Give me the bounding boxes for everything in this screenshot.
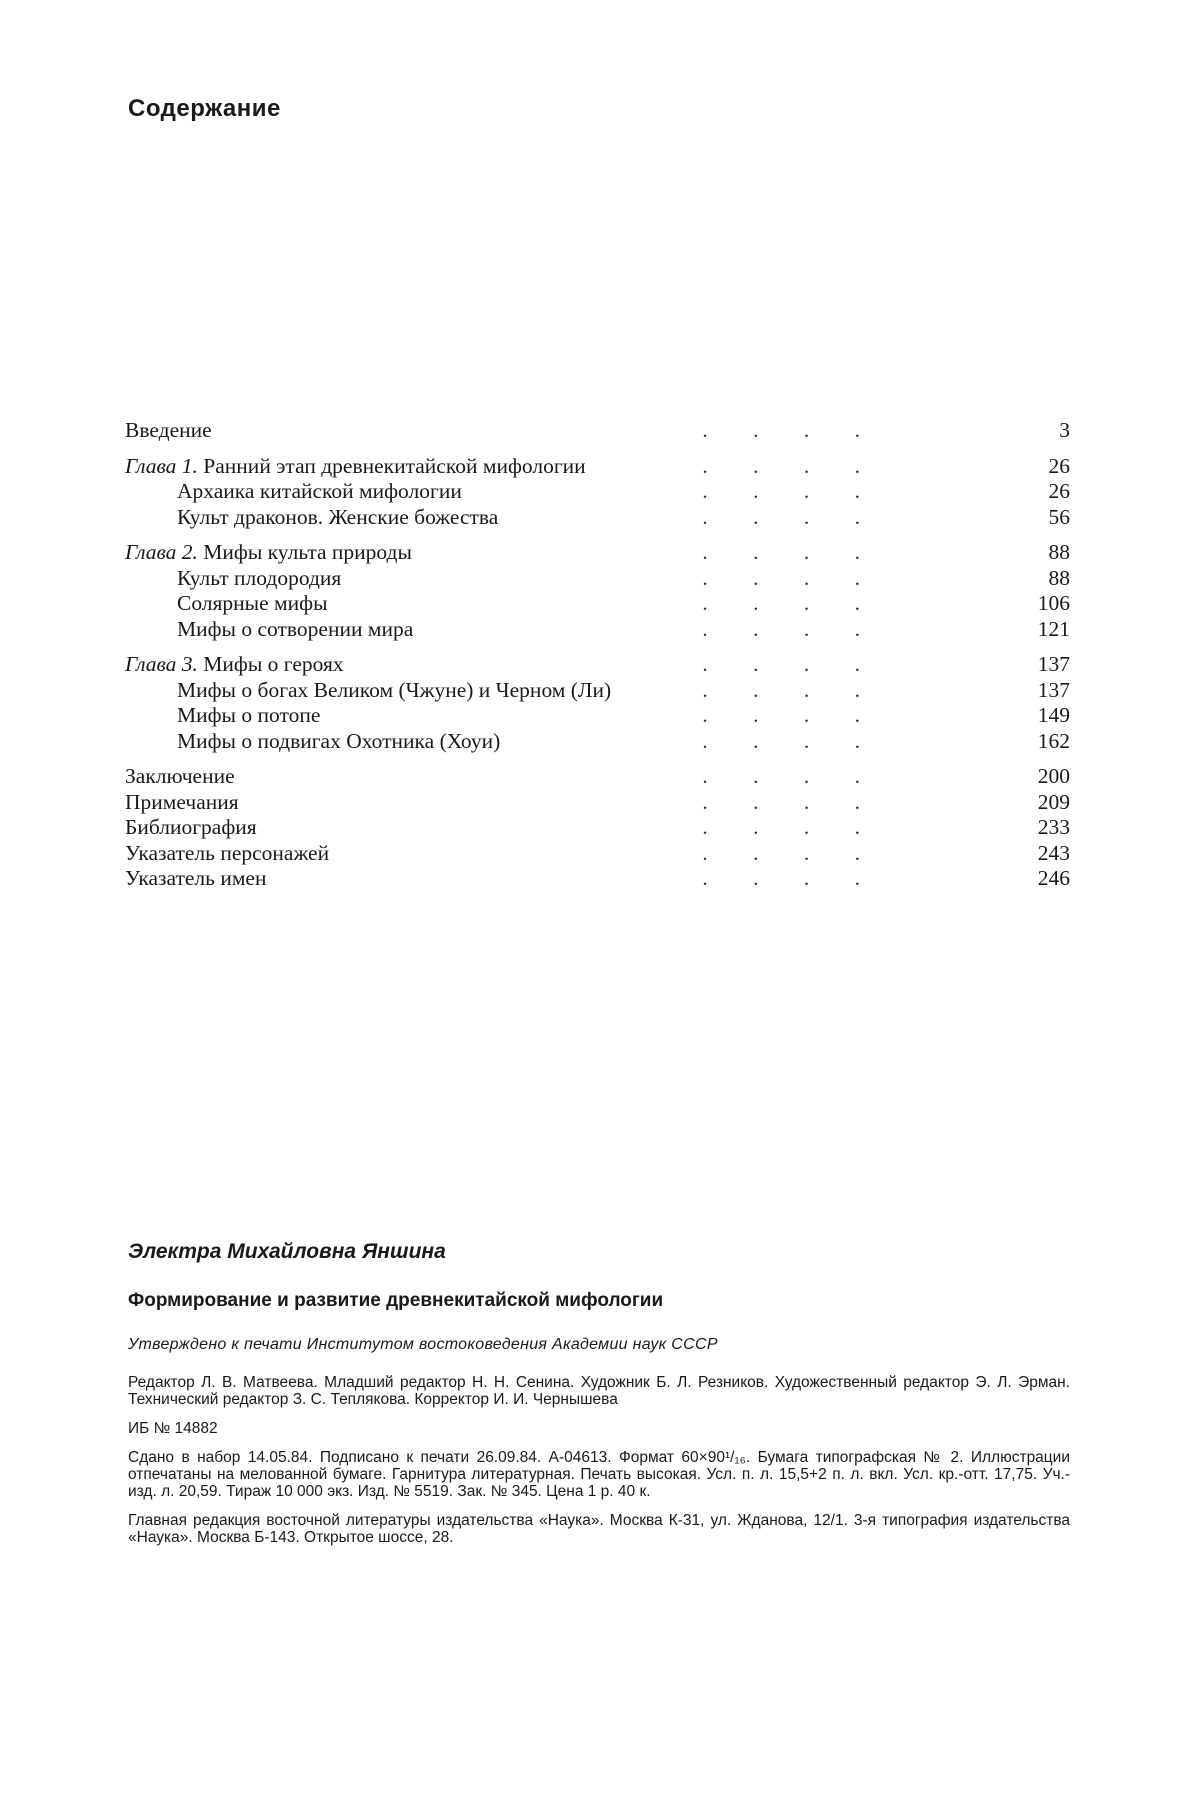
toc-page-number: 162 (1037, 728, 1070, 753)
leader-dots: . . . . (702, 703, 880, 727)
chapter-prefix: Глава 2. (125, 540, 198, 564)
toc-entry (125, 866, 1070, 892)
toc-entry (125, 418, 1070, 444)
toc-subentry (125, 678, 1070, 704)
chapter-prefix: Глава 3. (125, 652, 198, 676)
toc-entry (125, 764, 1070, 790)
leader-dots: . . . . (702, 504, 880, 529)
leader-dots: . . . . (702, 789, 880, 814)
toc-entry-text: Библиография (125, 815, 257, 839)
leader-dots: . . . . (702, 677, 880, 702)
toc-subentry (125, 617, 1070, 643)
toc-entry-label (125, 790, 239, 816)
toc-page-number: 137 (1037, 652, 1070, 676)
toc-entry-label (125, 617, 413, 643)
toc-page-number: 56 (1048, 504, 1070, 529)
leader-dots: . . . . (702, 866, 880, 890)
imprint (128, 1240, 1070, 1558)
leader-dots: . . . . (702, 815, 880, 839)
leader-dots: . . . . (702, 565, 880, 590)
leader-dots: . . . . (702, 591, 880, 615)
toc-subentry (125, 479, 1070, 505)
toc-entry-text: Солярные мифы (177, 591, 328, 615)
leader-dots: . . . . (702, 652, 880, 676)
toc-entry (125, 652, 1070, 678)
leader-dots: . . . . (702, 418, 880, 442)
leader-dots: . . . . (702, 840, 880, 865)
toc-entry-text: Мифы о потопе (177, 703, 321, 727)
toc-entry-label (125, 505, 498, 531)
page-title: Содержание (128, 95, 281, 122)
toc-group (125, 454, 1070, 531)
table-of-contents (125, 418, 1070, 902)
toc-entry-label (125, 841, 329, 867)
toc-entry-text: Мифы культа природы (197, 540, 412, 564)
toc-page-number: 26 (1048, 479, 1070, 503)
toc-entry-text: Мифы о героях (197, 652, 344, 676)
toc-entry-text: Указатель имен (125, 866, 267, 890)
toc-page-number: 88 (1048, 565, 1070, 590)
toc-subentry (125, 505, 1070, 531)
toc-entry-label (125, 418, 212, 444)
leader-dots: . . . . (702, 728, 880, 753)
toc-entry-text: Примечания (125, 789, 239, 814)
toc-entry-text: Указатель персонажей (125, 840, 330, 865)
toc-group (125, 652, 1070, 754)
toc-entry (125, 815, 1070, 841)
toc-page-number: 149 (1037, 703, 1070, 727)
leader-dots: . . . . (702, 540, 880, 564)
toc-entry (125, 841, 1070, 867)
leader-dots: . . . . (702, 453, 880, 478)
editors-credits: Редактор Л. В. Матвеева. Младший редактор Н. Н. Сенина. Художник Б. Л. Резников. Художественный редактор Э. Л. Эрман. Технический редактор З. С. Теплякова. Корректор И. И. Чернышева (128, 1374, 1070, 1408)
toc-subentry (125, 591, 1070, 617)
toc-group (125, 540, 1070, 642)
toc-subentry (125, 703, 1070, 729)
book-title: Формирование и развитие древнекитайской мифологии (128, 1290, 664, 1311)
toc-entry-label (125, 729, 500, 755)
toc-page-number: 106 (1037, 591, 1070, 615)
publisher-info: Главная редакция восточной литературы издательства «Наука». Москва К-31, ул. Жданова, 12/1. 3-я типография издательства «Наука». Москва Б-143. Открытое шоссе, 28. (128, 1512, 1070, 1546)
toc-page-number: 3 (1059, 418, 1070, 442)
toc-entry-text: Архаика китайской мифологии (177, 479, 462, 503)
toc-entry (125, 790, 1070, 816)
toc-entry-text: Мифы о сотворении мира (177, 616, 414, 641)
toc-subentry (125, 566, 1070, 592)
print-details: Сдано в набор 14.05.84. Подписано к печати 26.09.84. А-04613. Формат 60×90¹/₁₆. Бумага типографская № 2. Иллюстрации отпечатаны на мелованной бумаге. Гарнитура литературная. Печать высокая. Усл. п. л. 15,5+2 п. л. вкл. Усл. кр.-отт. 17,75. Уч.-изд. л. 20,59. Тираж 10 000 экз. Изд. № 5519. Зак. № 345. Цена 1 р. 40 к. (128, 1449, 1070, 1500)
toc-page-number: 121 (1037, 616, 1070, 641)
toc-entry-label (125, 703, 320, 729)
leader-dots: . . . . (702, 616, 880, 641)
chapter-prefix: Глава 1. (125, 453, 198, 478)
toc-subentry (125, 729, 1070, 755)
toc-entry-text: Мифы о подвигах Охотника (Хоуи) (177, 728, 501, 753)
toc-entry-label (125, 764, 235, 790)
toc-group (125, 418, 1070, 444)
toc-entry (125, 540, 1070, 566)
ib-number: ИБ № 14882 (128, 1420, 218, 1437)
leader-dots: . . . . (702, 764, 880, 788)
toc-page-number: 243 (1037, 840, 1070, 865)
toc-page-number: 233 (1037, 815, 1070, 839)
toc-entry-text: Введение (125, 418, 212, 442)
toc-page-number: 137 (1037, 677, 1070, 702)
toc-page-number: 26 (1048, 453, 1070, 478)
toc-page-number: 200 (1037, 764, 1070, 788)
toc-entry-label (125, 454, 586, 480)
toc-entry-text: Культ плодородия (177, 565, 342, 590)
toc-entry-label (125, 591, 328, 617)
approval-note: Утверждено к печати Институтом востоковедения Академии наук СССР (128, 1336, 718, 1353)
toc-page-number: 246 (1037, 866, 1070, 890)
toc-entry-label (125, 566, 341, 592)
toc-page-number: 209 (1037, 789, 1070, 814)
author-name: Электра Михайловна Яншина (128, 1240, 446, 1263)
toc-entry-label (125, 540, 412, 566)
toc-entry-text: Ранний этап древнекитайской мифологии (197, 453, 586, 478)
toc-entry-label (125, 652, 344, 678)
toc-entry-text: Культ драконов. Женские божества (177, 504, 499, 529)
toc-entry-text: Заключение (125, 764, 235, 788)
toc-entry-label (125, 815, 257, 841)
leader-dots: . . . . (702, 479, 880, 503)
toc-entry-text: Мифы о богах Великом (Чжуне) и Черном (Ли) (177, 677, 612, 702)
toc-entry-label (125, 866, 266, 892)
toc-page-number: 88 (1048, 540, 1070, 564)
toc-entry-label (125, 678, 611, 704)
toc-group (125, 764, 1070, 892)
toc-entry-label (125, 479, 462, 505)
toc-entry (125, 454, 1070, 480)
